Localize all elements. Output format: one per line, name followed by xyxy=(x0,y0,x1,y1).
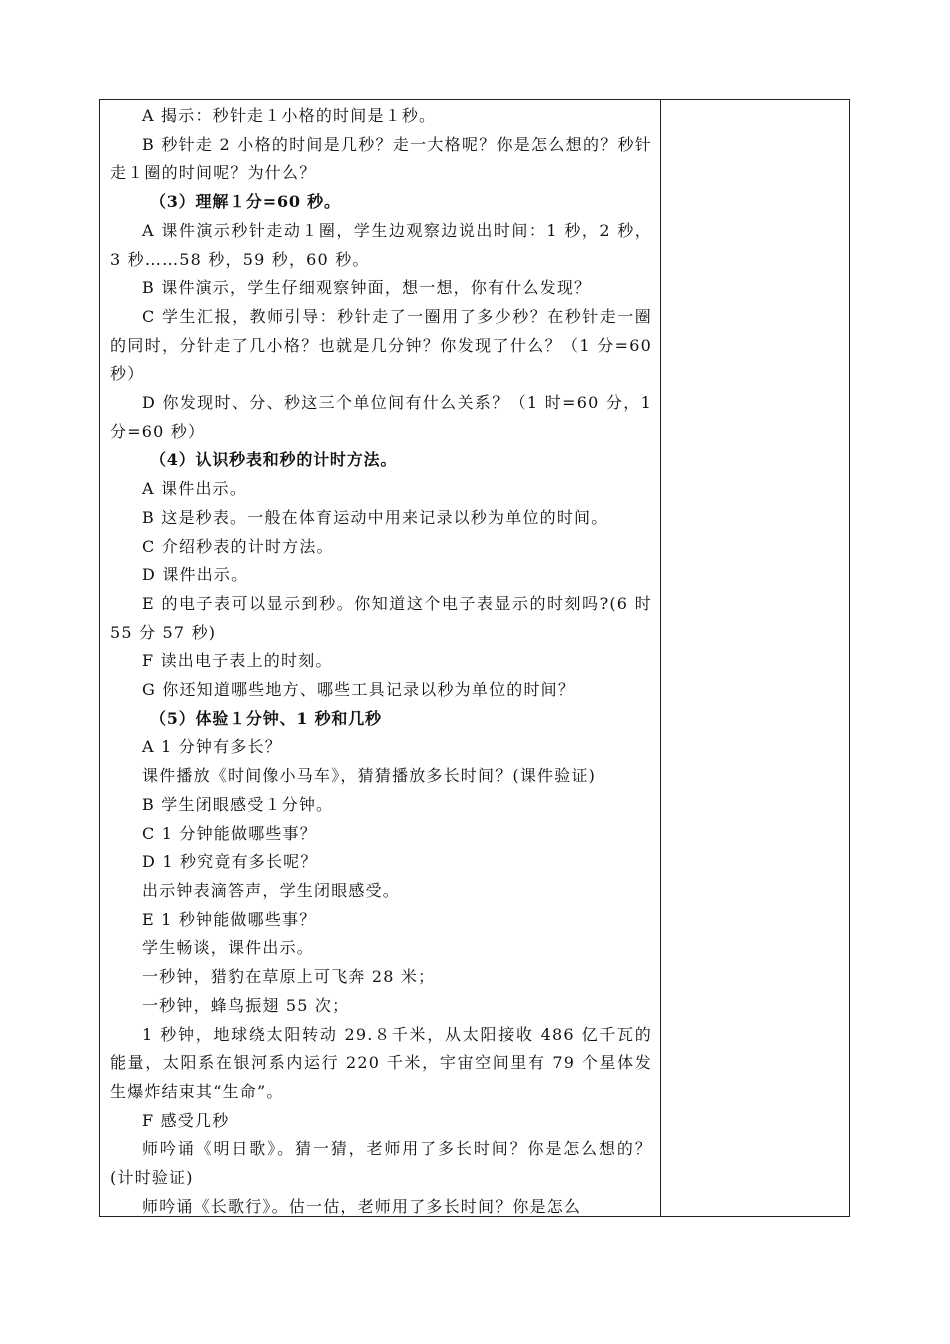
paragraph: D 1 秒究竟有多长呢？ xyxy=(142,852,318,872)
lesson-table xyxy=(99,99,850,1217)
paragraph: 一秒钟，蜂鸟振翅 55 次； xyxy=(142,995,350,1015)
paragraph: G 你还知道哪些地方、哪些工具记录以秒为单位的时间？ xyxy=(142,680,576,700)
paragraph: 一秒钟，猎豹在草原上可飞奔 28 米； xyxy=(142,967,436,987)
paragraph: C 1 分钟能做哪些事？ xyxy=(142,823,317,843)
paragraph: B 这是秒表。一般在体育运动中用来记录以秒为单位的时间。 xyxy=(142,507,609,527)
paragraph: A 揭示：秒针走１小格的时间是１秒。 xyxy=(142,106,437,125)
paragraph: A 课件演示秒针走动１圈，学生边观察边说出时间：1 秒，2 秒，3 秒……58 秒，59 秒，60 秒。 xyxy=(110,220,652,269)
paragraph: F 感受几秒 xyxy=(142,1110,230,1130)
section-heading: （3）理解１分=60 秒。 xyxy=(150,192,341,212)
paragraph: 师吟诵《长歌行》。估一估，老师用了多长时间？你是怎么 xyxy=(142,1196,582,1216)
paragraph: F 读出电子表上的时刻。 xyxy=(142,651,333,671)
paragraph: 1 秒钟，地球绕太阳转动 29.８千米，从太阳接收 486 亿千瓦的能量，太阳系在银河系内运行 220 千米，宇宙空间里有 79 个星体发生爆炸结束其“生命”。 xyxy=(110,1024,652,1101)
paragraph: E 的电子表可以显示到秒。你知道这个电子表显示的时刻吗?(6 时 55 分 57 秒) xyxy=(110,593,652,642)
paragraph: A 课件出示。 xyxy=(142,479,248,499)
paragraph: D 你发现时、分、秒这三个单位间有什么关系？（1 时=60 分，1 分=60 秒） xyxy=(110,393,652,441)
paragraph: 师吟诵《明日歌》。猜一猜，老师用了多长时间？你是怎么想的？(计时验证) xyxy=(110,1139,652,1188)
paragraph: B 秒针走 2 小格的时间是几秒？走一大格呢？你是怎么想的？秒针走１圈的时间呢？为什么？ xyxy=(110,134,652,183)
paragraph: A 1 分钟有多长？ xyxy=(142,737,282,757)
paragraph: B 学生闭眼感受１分钟。 xyxy=(142,794,334,814)
lesson-content xyxy=(110,102,652,1221)
paragraph: B 课件演示，学生仔细观察钟面，想一想，你有什么发现？ xyxy=(142,278,592,298)
paragraph: 出示钟表滴答声，学生闭眼感受。 xyxy=(142,880,401,900)
paragraph: C 学生汇报，教师引导：秒针走了一圈用了多少秒？在秒针走一圈的同时，分针走了几小格？也就是几分钟？你发现了什么？（1 分=60 秒） xyxy=(110,306,652,384)
paragraph: E 1 秒钟能做哪些事？ xyxy=(142,909,317,929)
paragraph: C 介绍秒表的计时方法。 xyxy=(142,536,334,556)
paragraph: D 课件出示。 xyxy=(142,565,249,585)
section-heading: （5）体验１分钟、1 秒和几秒 xyxy=(150,708,382,728)
paragraph: 学生畅谈，课件出示。 xyxy=(142,938,315,958)
column-divider xyxy=(660,100,661,1216)
section-heading: （4）认识秒表和秒的计时方法。 xyxy=(150,450,398,470)
paragraph: 课件播放《时间像小马车》，猜猜播放多长时间？(课件验证) xyxy=(142,766,597,786)
